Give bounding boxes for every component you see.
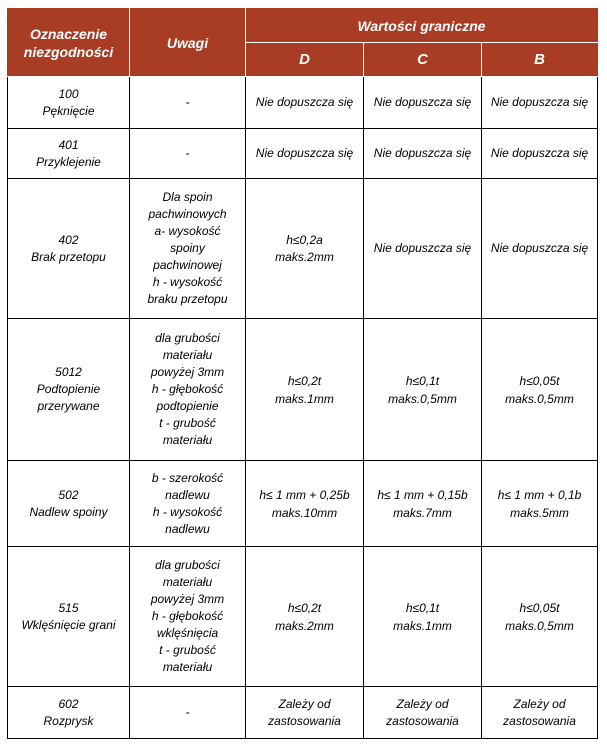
limit-d: h≤0,2t maks.2mm bbox=[246, 547, 364, 687]
imperfection-name: 602 Rozprysk bbox=[8, 687, 130, 739]
imperfection-notes: b - szerokość nadlewu h - wysokość nadlewu bbox=[130, 461, 246, 547]
limit-c: Nie dopuszcza się bbox=[364, 179, 482, 319]
limit-b: Zależy od zastosowania bbox=[482, 687, 598, 739]
header-row-top bbox=[8, 9, 598, 43]
table-row bbox=[8, 319, 598, 461]
header-notes: Uwagi bbox=[130, 9, 246, 77]
imperfection-notes: - bbox=[130, 77, 246, 129]
table-row bbox=[8, 179, 598, 319]
limit-c: Nie dopuszcza się bbox=[364, 77, 482, 129]
limit-d: h≤0,2t maks.1mm bbox=[246, 319, 364, 461]
imperfection-notes: dla grubości materiału powyżej 3mm h - głębokość podtopienie t - grubość materiału bbox=[130, 319, 246, 461]
imperfection-notes: dla grubości materiału powyżej 3mm h - głębokość wklęśnięcia t - grubość materiału bbox=[130, 547, 246, 687]
header-limit-values: Wartości graniczne bbox=[246, 9, 598, 43]
table-row bbox=[8, 547, 598, 687]
imperfection-name: 502 Nadlew spoiny bbox=[8, 461, 130, 547]
table-row bbox=[8, 129, 598, 179]
limit-d: Nie dopuszcza się bbox=[246, 129, 364, 179]
table-row bbox=[8, 77, 598, 129]
limit-d: h≤0,2a maks.2mm bbox=[246, 179, 364, 319]
limit-b: h≤0,05t maks.0,5mm bbox=[482, 547, 598, 687]
limit-c: h≤ 1 mm + 0,15b maks.7mm bbox=[364, 461, 482, 547]
limit-b: Nie dopuszcza się bbox=[482, 179, 598, 319]
imperfection-name: 515 Wklęśnięcie grani bbox=[8, 547, 130, 687]
limit-d: Zależy od zastosowania bbox=[246, 687, 364, 739]
imperfection-notes: Dla spoin pachwinowych a- wysokość spoiny pachwinowej h - wysokość braku przetopu bbox=[130, 179, 246, 319]
limit-b: Nie dopuszcza się bbox=[482, 129, 598, 179]
table-row bbox=[8, 687, 598, 739]
imperfection-notes: - bbox=[130, 129, 246, 179]
imperfection-notes: - bbox=[130, 687, 246, 739]
header-level-b: B bbox=[482, 43, 598, 77]
imperfection-name: 402 Brak przetopu bbox=[8, 179, 130, 319]
header-designation: Oznaczenie niezgodności bbox=[8, 9, 130, 77]
weld-imperfections-table bbox=[7, 8, 598, 739]
limit-d: h≤ 1 mm + 0,25b maks.10mm bbox=[246, 461, 364, 547]
imperfection-name: 5012 Podtopienie przerywane bbox=[8, 319, 130, 461]
header-level-d: D bbox=[246, 43, 364, 77]
limit-d: Nie dopuszcza się bbox=[246, 77, 364, 129]
limit-c: h≤0,1t maks.0,5mm bbox=[364, 319, 482, 461]
imperfection-name: 100 Pęknięcie bbox=[8, 77, 130, 129]
table-row bbox=[8, 461, 598, 547]
limit-b: Nie dopuszcza się bbox=[482, 77, 598, 129]
header-level-c: C bbox=[364, 43, 482, 77]
limit-b: h≤ 1 mm + 0,1b maks.5mm bbox=[482, 461, 598, 547]
imperfection-name: 401 Przyklejenie bbox=[8, 129, 130, 179]
limit-c: Zależy od zastosowania bbox=[364, 687, 482, 739]
limit-c: h≤0,1t maks.1mm bbox=[364, 547, 482, 687]
limit-c: Nie dopuszcza się bbox=[364, 129, 482, 179]
limit-b: h≤0,05t maks.0,5mm bbox=[482, 319, 598, 461]
